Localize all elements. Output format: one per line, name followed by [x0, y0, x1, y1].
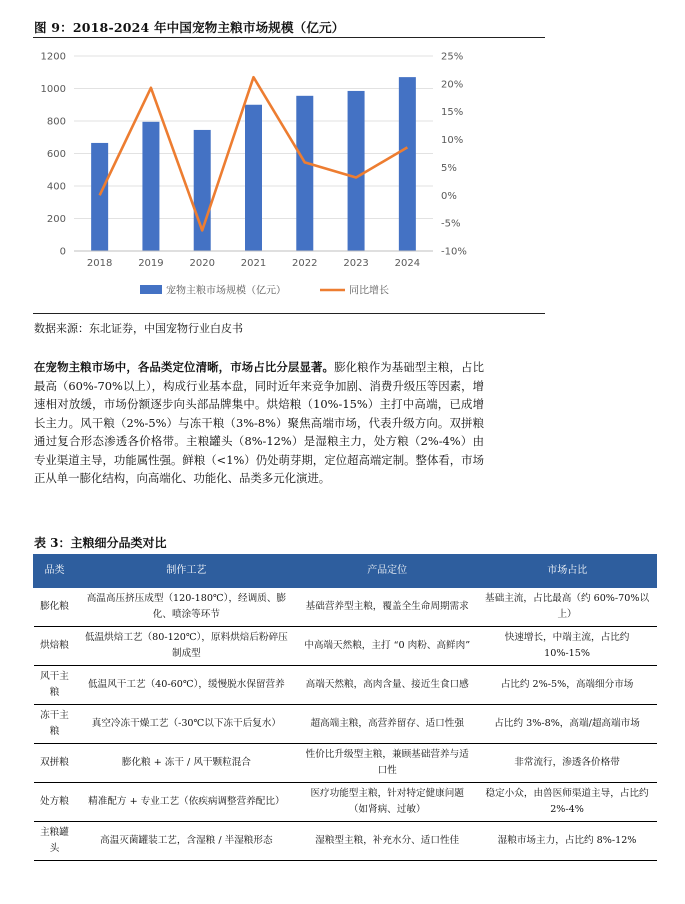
cell-process: 高温高压挤压成型（120-180℃），经调质、膨化、喷涂等环节: [75, 588, 297, 627]
y-left-tick-label: 200: [46, 214, 66, 225]
y-right-tick-label: 5%: [441, 162, 457, 174]
cell-share: 占比约 2%-5%，高端细分市场: [477, 666, 657, 705]
paragraph-body: 膨化粮作为基础型主粮，占比最高（60%-70%以上），构成行业基本盘，同时近年来竞争加剧、消费升级压等因素，增速相对放缓，市场份额逐步向头部品牌集中。烘焙粮（10%-15%）主打中高端，已成增长主力。风干粮（2%-5%）与冻干粮（3%-8%）聚焦高端市场，代表升级方向。双拼粮通过复合形态渗透各价格带。主粮罐头（8%-12%）是湿粮主力，处方粮（2%-4%）由专业渠道主导，功能属性强。鲜粮（<1%）仍处萌芽期，定位超高端定制。整体看，市场正从单一膨化结构，向高端化、功能化、品类多元化演进。: [34, 360, 484, 485]
y-left-tick-label: 0: [59, 246, 66, 258]
cell-process: 真空冷冻干燥工艺（-30℃以下冻干后复水）: [75, 705, 297, 744]
market-size-chart: [0, 40, 685, 310]
cell-positioning: 高端天然粮，高肉含量、接近生食口感: [297, 666, 477, 705]
analysis-paragraph: [34, 358, 484, 488]
source-rule: [33, 313, 545, 314]
y-left-tick-label: 1000: [40, 84, 66, 95]
y-left-tick-label: 600: [46, 149, 66, 160]
table-row: [34, 783, 658, 822]
cell-positioning: 中高端天然粮，主打 “0 肉粉、高鲜肉”: [297, 627, 477, 666]
y-right-tick-label: 15%: [441, 107, 464, 119]
bar: [142, 122, 159, 251]
cell-category: 冻干主粮: [34, 705, 76, 744]
y-right-tick-label: -5%: [441, 218, 461, 230]
bar: [399, 77, 416, 251]
table-row: [34, 744, 658, 783]
table-row: [34, 627, 658, 666]
cell-positioning: 性价比升级型主粮，兼顾基础营养与适口性: [297, 744, 477, 783]
cell-share: 湿粮市场主力，占比约 8%-12%: [477, 822, 657, 861]
header-share: 市场占比: [477, 554, 657, 588]
category-comparison-table: [33, 554, 657, 861]
cell-process: 高温灭菌罐装工艺，含湿粮 / 半湿粮形态: [75, 822, 297, 861]
x-tick-label: 2018: [86, 258, 113, 269]
y-left-tick-label: 1200: [40, 51, 66, 63]
cell-process: 精准配方 + 专业工艺（依疾病调整营养配比）: [75, 783, 297, 822]
table-title: 表 3：主粮细分品类对比: [34, 536, 167, 550]
header-category: 品类: [34, 554, 76, 588]
y-right-tick-label: 10%: [441, 135, 464, 147]
cell-process: 低温烘焙工艺（80-120℃），原料烘焙后粉碎压制成型: [75, 627, 297, 666]
bar: [245, 105, 262, 251]
table-row: [34, 588, 658, 627]
table-row: [34, 705, 658, 744]
cell-share: 非常流行，渗透各价格带: [477, 744, 657, 783]
data-source: 数据来源：东北证券，中国宠物行业白皮书: [34, 322, 243, 335]
y-right-tick-label: 25%: [441, 51, 464, 63]
cell-process: 膨化粮 + 冻干 / 风干颗粒混合: [75, 744, 297, 783]
table-row: [34, 822, 658, 861]
cell-share: 基础主流，占比最高（约 60%-70%以上）: [477, 588, 657, 627]
cell-positioning: 湿粮型主粮，补充水分、适口性佳: [297, 822, 477, 861]
cell-positioning: 医疗功能型主粮，针对特定健康问题（如肾病、过敏）: [297, 783, 477, 822]
x-tick-label: 2022: [292, 258, 318, 269]
header-positioning: 产品定位: [297, 554, 477, 588]
table-row: [34, 666, 658, 705]
bar: [348, 91, 365, 251]
figure-title: 图 9：2018-2024 年中国宠物主粮市场规模（亿元）: [34, 20, 345, 35]
x-tick-label: 2021: [240, 258, 267, 269]
bar: [91, 143, 108, 251]
cell-share: 占比约 3%-8%，高端/超高端市场: [477, 705, 657, 744]
cell-category: 双拼粮: [34, 744, 76, 783]
y-left-tick-label: 800: [46, 116, 66, 128]
y-left-tick-label: 400: [46, 181, 66, 193]
table-header-row: [34, 554, 658, 588]
y-right-tick-label: 0%: [441, 190, 457, 202]
cell-category: 处方粮: [34, 783, 76, 822]
cell-positioning: 基础营养型主粮，覆盖全生命周期需求: [297, 588, 477, 627]
cell-positioning: 超高端主粮，高营养留存、适口性强: [297, 705, 477, 744]
cell-category: 主粮罐头: [34, 822, 76, 861]
bar: [296, 96, 313, 251]
x-tick-label: 2024: [394, 258, 421, 269]
cell-category: 风干主粮: [34, 666, 76, 705]
legend-label-line: 同比增长: [349, 285, 389, 297]
x-tick-label: 2023: [343, 258, 369, 269]
header-process: 制作工艺: [75, 554, 297, 588]
y-right-tick-label: 20%: [441, 79, 464, 91]
x-tick-label: 2020: [189, 258, 215, 269]
cell-category: 烘焙粮: [34, 627, 76, 666]
cell-share: 快速增长，中端主流，占比约 10%-15%: [477, 627, 657, 666]
paragraph-lead: 在宠物主粮市场中，各品类定位清晰，市场占比分层显著。: [34, 360, 335, 374]
title-rule: [33, 37, 545, 38]
cell-process: 低温风干工艺（40-60℃），缓慢脱水保留营养: [75, 666, 297, 705]
bar: [194, 130, 211, 251]
cell-share: 稳定小众，由兽医师渠道主导，占比约 2%-4%: [477, 783, 657, 822]
x-tick-label: 2019: [138, 258, 164, 269]
legend-label-bar: 宠物主粮市场规模（亿元）: [166, 285, 286, 297]
cell-category: 膨化粮: [34, 588, 76, 627]
y-right-tick-label: -10%: [441, 246, 467, 258]
legend-swatch-bar: [140, 285, 162, 294]
